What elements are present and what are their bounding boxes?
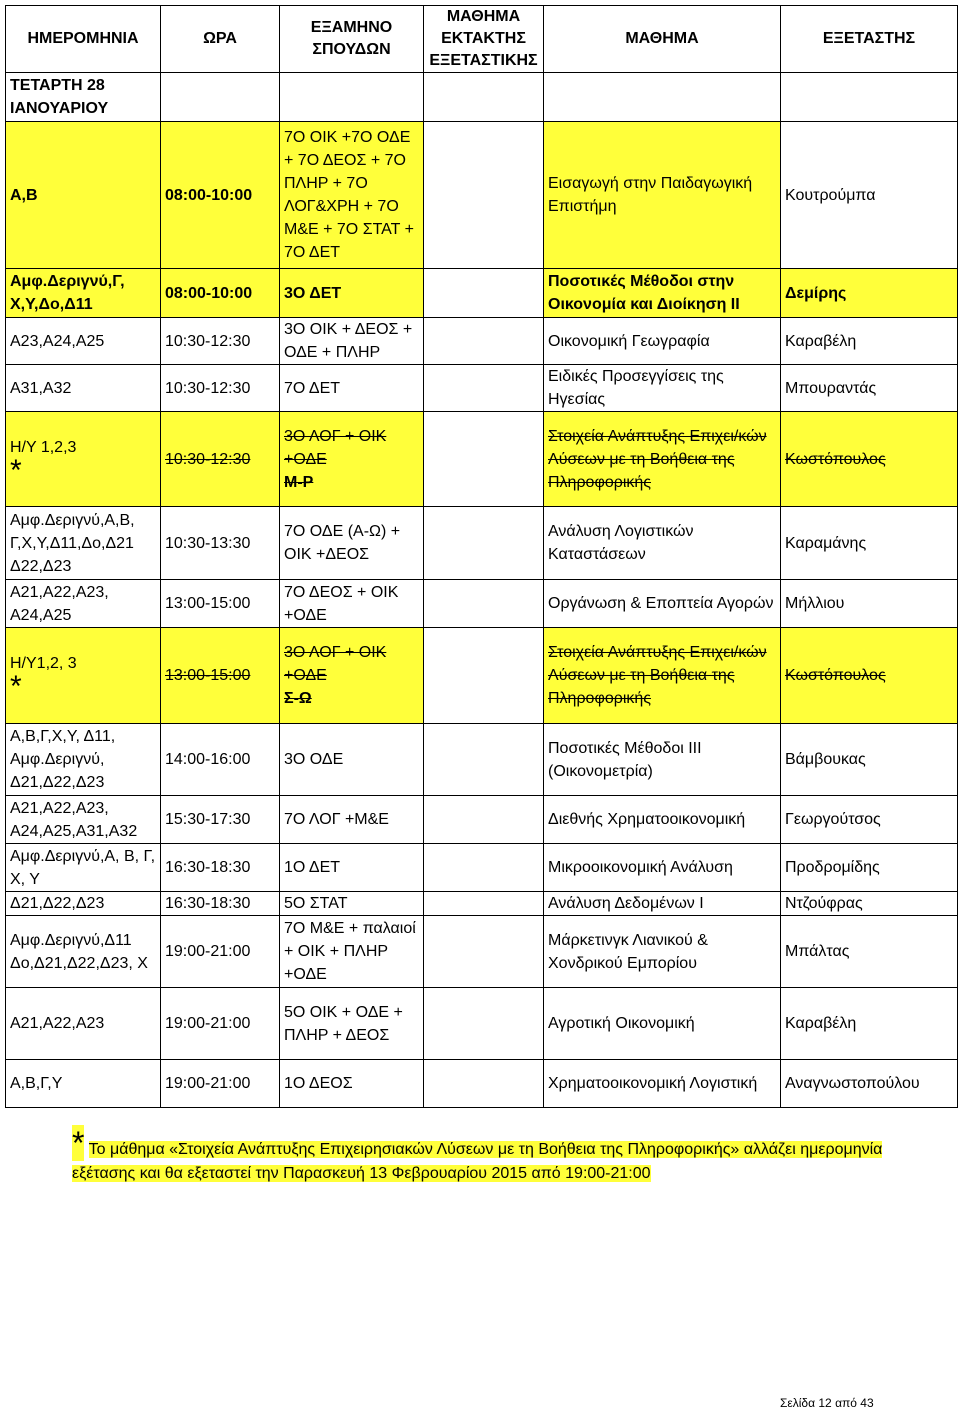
asterisk-icon: *	[10, 670, 22, 703]
examiner-cell: Κουτρούμπα	[781, 122, 958, 269]
time-cell: 19:00-21:00	[161, 1060, 280, 1108]
table-row	[6, 1060, 958, 1108]
semester-range: Σ-Ω	[284, 690, 312, 707]
group-cell: Α,Β,Γ,Χ,Υ, Δ11, Αμφ.Δεριγνύ, Δ21,Δ22,Δ23	[6, 724, 161, 796]
course-cell: Στοιχεία Ανάπτυξης Επιχει/κών Λύσεων με τη Βοήθεια της Πληροφορικής	[544, 412, 781, 507]
group-cell: Α21,Α22,Α23	[6, 988, 161, 1060]
page-number: Σελίδα 12 από 43	[780, 1396, 874, 1410]
time-cell: 10:30-12:30	[161, 318, 280, 365]
table-row	[6, 628, 958, 724]
group-cell: Αμφ.Δεριγνύ,Α,Β, Γ,Χ,Υ,Δ11,Δο,Δ21 Δ22,Δ23	[6, 507, 161, 580]
semester-cell: 7Ο ΟΔΕ (Α-Ω) + ΟΙΚ +ΔΕΟΣ	[280, 507, 424, 580]
group-cell: Δ21,Δ22,Δ23	[6, 892, 161, 916]
examiner-cell: Καραβέλη	[781, 988, 958, 1060]
exam-schedule-table	[5, 5, 958, 1108]
examiner-cell: Αναγνωστοπούλου	[781, 1060, 958, 1108]
table-row	[6, 318, 958, 365]
group-cell: Α21,Α22,Α23, Α24,Α25,Α31,Α32	[6, 796, 161, 844]
examiner-cell: Μπουραντάς	[781, 365, 958, 412]
header-examiner: ΕΞΕΤΑΣΤΗΣ	[781, 6, 958, 73]
semester-cell: 7Ο Μ&Ε + παλαιοί + ΟΙΚ + ΠΛΗΡ +ΟΔΕ	[280, 916, 424, 988]
table-row	[6, 916, 958, 988]
time-cell: 10:30-13:30	[161, 507, 280, 580]
asterisk-icon: *	[72, 1125, 85, 1161]
group-cell: Αμφ.Δεριγνύ,Γ, Χ,Υ,Δο,Δ11	[6, 269, 161, 318]
semester-cell: 3Ο ΟΙΚ + ΔΕΟΣ + ΟΔΕ + ΠΛΗΡ	[280, 318, 424, 365]
group-cell: Α31,Α32	[6, 365, 161, 412]
course-cell: Μικροοικονομική Ανάλυση	[544, 844, 781, 892]
examiner-cell: Κωστόπουλος	[781, 628, 958, 724]
group-cell: Α23,Α24,Α25	[6, 318, 161, 365]
time-cell: 19:00-21:00	[161, 988, 280, 1060]
semester-label: 3Ο ΛΟΓ + ΟΙΚ +ΟΔΕ	[284, 427, 387, 468]
course-cell: Μάρκετινγκ Λιανικού & Χονδρικού Εμπορίου	[544, 916, 781, 988]
table-row	[6, 580, 958, 628]
time-cell: 16:30-18:30	[161, 892, 280, 916]
course-cell: Οργάνωση & Εποπτεία Αγορών	[544, 580, 781, 628]
semester-cell: 5Ο ΟΙΚ + ΟΔΕ + ΠΛΗΡ + ΔΕΟΣ	[280, 988, 424, 1060]
time-cell: 10:30-12:30	[161, 412, 280, 507]
examiner-cell: Καραμάνης	[781, 507, 958, 580]
semester-cell: 7Ο ΛΟΓ +Μ&Ε	[280, 796, 424, 844]
time-cell: 10:30-12:30	[161, 365, 280, 412]
semester-cell	[280, 628, 424, 724]
examiner-cell: Καραβέλη	[781, 318, 958, 365]
examiner-cell: Δεμίρης	[781, 269, 958, 318]
semester-cell	[280, 412, 424, 507]
course-cell: Στοιχεία Ανάπτυξης Επιχει/κών Λύσεων με τη Βοήθεια της Πληροφορικής	[544, 628, 781, 724]
course-cell: Ανάλυση Λογιστικών Καταστάσεων	[544, 507, 781, 580]
group-cell: Αμφ.Δεριγνύ,Δ11 Δο,Δ21,Δ22,Δ23, Χ	[6, 916, 161, 988]
header-time: ΩΡΑ	[161, 6, 280, 73]
day-cell: ΤΕΤΑΡΤΗ 28 ΙΑΝΟΥΑΡΙΟΥ	[6, 73, 161, 122]
examiner-cell: Μπάλτας	[781, 916, 958, 988]
examiner-cell: Προδρομίδης	[781, 844, 958, 892]
header-course: ΜΑΘΗΜΑ	[544, 6, 781, 73]
semester-cell: 3Ο ΟΔΕ	[280, 724, 424, 796]
time-cell: 08:00-10:00	[161, 122, 280, 269]
examiner-cell: Βάμβουκας	[781, 724, 958, 796]
course-cell: Οικονομική Γεωγραφία	[544, 318, 781, 365]
semester-cell: 3Ο ΔΕΤ	[280, 269, 424, 318]
time-cell: 16:30-18:30	[161, 844, 280, 892]
table-row	[6, 122, 958, 269]
table-row	[6, 892, 958, 916]
semester-range: Μ-Ρ	[284, 473, 314, 491]
course-cell: Χρηματοοικονομική Λογιστική	[544, 1060, 781, 1108]
examiner-cell: Γεωργούτσος	[781, 796, 958, 844]
course-cell: Ειδικές Προσεγγίσεις της Ηγεσίας	[544, 365, 781, 412]
time-cell: 15:30-17:30	[161, 796, 280, 844]
semester-cell: 7Ο ΟΙΚ +7Ο ΟΔΕ + 7Ο ΔΕΟΣ + 7Ο ΠΛΗΡ + 7Ο ΛΟΓ&ΧΡΗ + 7Ο Μ&Ε + 7Ο ΣΤΑΤ + 7Ο ΔΕΤ	[280, 122, 424, 269]
semester-cell: 7Ο ΔΕΟΣ + ΟΙΚ +ΟΔΕ	[280, 580, 424, 628]
table-row	[6, 724, 958, 796]
course-cell: Αγροτική Οικονομική	[544, 988, 781, 1060]
group-cell: Α21,Α22,Α23, Α24,Α25	[6, 580, 161, 628]
table-row	[6, 412, 958, 507]
course-cell: Εισαγωγή στην Παιδαγωγική Επιστήμη	[544, 122, 781, 269]
semester-cell: 7Ο ΔΕΤ	[280, 365, 424, 412]
table-row	[6, 988, 958, 1060]
header-semester: ΕΞΑΜΗΝΟ ΣΠΟΥΔΩΝ	[280, 6, 424, 73]
group-cell	[6, 412, 161, 507]
time-cell: 19:00-21:00	[161, 916, 280, 988]
group-cell: Α,Β	[6, 122, 161, 269]
footnote	[72, 1125, 886, 1186]
group-cell	[6, 628, 161, 724]
header-row	[6, 6, 958, 73]
time-cell: 14:00-16:00	[161, 724, 280, 796]
group-cell: Αμφ.Δεριγνύ,Α, Β, Γ, Χ, Υ	[6, 844, 161, 892]
course-cell: Ποσοτικές Μέθοδοι ΙΙΙ (Οικονομετρία)	[544, 724, 781, 796]
group-cell: Α,Β,Γ,Υ	[6, 1060, 161, 1108]
footnote-text: Το μάθημα «Στοιχεία Ανάπτυξης Επιχειρησιακών Λύσεων με τη Βοήθεια της Πληροφορικής» αλλάζει ημερομηνία εξέτασης και θα εξεταστεί την Παρασκευή 13 Φεβρουαρίου 2015 από 19:00-21:00	[72, 1141, 883, 1182]
group-label: Η/Υ1,2, 3	[10, 655, 77, 672]
examiner-cell: Μήλλιου	[781, 580, 958, 628]
semester-label: 3Ο ΛΟΓ + ΟΙΚ +ΟΔΕ	[284, 644, 387, 684]
examiner-cell: Ντζούφρας	[781, 892, 958, 916]
table-row	[6, 844, 958, 892]
table-row	[6, 365, 958, 412]
time-cell: 13:00-15:00	[161, 580, 280, 628]
asterisk-icon: *	[10, 453, 22, 487]
course-cell: Διεθνής Χρηματοοικονομική	[544, 796, 781, 844]
semester-cell: 1Ο ΔΕΤ	[280, 844, 424, 892]
day-row	[6, 73, 958, 122]
group-label: Η/Υ 1,2,3	[10, 438, 77, 456]
table-row	[6, 269, 958, 318]
time-cell: 13:00-15:00	[161, 628, 280, 724]
examiner-cell: Κωστόπουλος	[781, 412, 958, 507]
header-date: ΗΜΕΡΟΜΗΝΙΑ	[6, 6, 161, 73]
table-row	[6, 796, 958, 844]
header-extra: ΜΑΘΗΜΑ ΕΚΤΑΚΤΗΣ ΕΞΕΤΑΣΤΙΚΗΣ	[424, 6, 544, 73]
time-cell: 08:00-10:00	[161, 269, 280, 318]
table-row	[6, 507, 958, 580]
semester-cell: 5Ο ΣΤΑΤ	[280, 892, 424, 916]
course-cell: Ποσοτικές Μέθοδοι στην Οικονομία και Διοίκηση ΙΙ	[544, 269, 781, 318]
semester-cell: 1Ο ΔΕΟΣ	[280, 1060, 424, 1108]
course-cell: Ανάλυση Δεδομένων Ι	[544, 892, 781, 916]
